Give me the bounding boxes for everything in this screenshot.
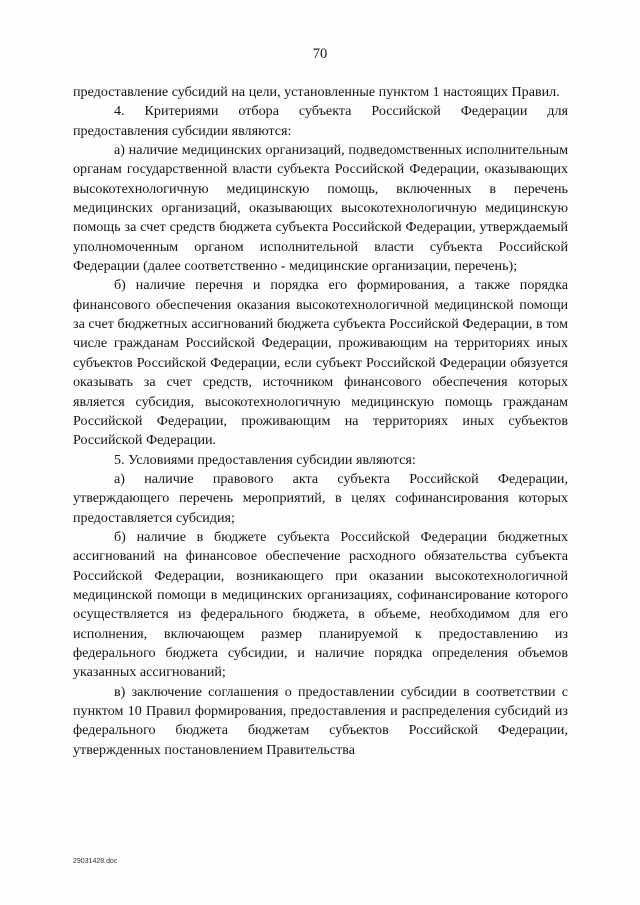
paragraph-item-4b: б) наличие перечня и порядка его формирования, а также порядка финансового обеспечения оказания высокотехнологичной медицинской помощи за счет бюджетных ассигнований бюджета субъекта Российской Федерации, в том числе гражданам Российской Федерации, проживающим на территориях иных субъектов Российской Федерации, если субъект Российской Федерации обязуется оказывать за счет средств, источником финансового обеспечения которых является субсидия, высокотехнологичную медицинскую помощь гражданам Российской Федерации, проживающим на территориях иных субъектов Российской Федерации. bbox=[73, 277, 568, 449]
page-number: 70 bbox=[312, 46, 328, 62]
footer-filename: 29031428.doc bbox=[73, 858, 118, 865]
paragraph-item-4: 4. Критериями отбора субъекта Российской Федерации для предоставления субсидии являются: bbox=[73, 103, 568, 139]
paragraph-item-4a: а) наличие медицинских организаций, подведомственных исполнительным органам государственной власти субъекта Российской Федерации, оказывающих высокотехнологичную медицинскую помощь, включенных в перечень медицинских организаций, оказывающих высокотехнологичную медицинскую помощь за счет средств бюджета субъекта Российской Федерации, утверждаемый уполномоченным органом исполнительной власти субъекта Российской Федерации (далее соответственно - медицинские организации, перечень); bbox=[73, 142, 568, 275]
paragraph-item-5a: а) наличие правового акта субъекта Российской Федерации, утверждающего перечень мероприятий, в целях софинансирования которых предоставляется субсидия; bbox=[73, 470, 568, 526]
paragraph-continuation: предоставление субсидий на цели, установленные пунктом 1 настоящих Правил. bbox=[73, 84, 560, 100]
paragraph-item-5v: в) заключение соглашения о предоставлении субсидии в соответствии с пунктом 10 Правил формирования, предоставления и распределения субсидий из федерального бюджета бюджетам субъектов Российской Федерации, утвержденных постановлением Правительства bbox=[73, 683, 568, 758]
paragraph-item-5b: б) наличие в бюджете субъекта Российской Федерации бюджетных ассигнований на финансовое обеспечение расходного обязательства субъекта Российской Федерации, возникающего при оказании высокотехнологичной медицинской помощи в медицинских организациях, софинансирование которого осуществляется из федерального бюджета, в объеме, необходимом для его исполнения, включающем размер планируемой к предоставлению из федерального бюджета субсидии, и наличие порядка определения объемов указанных ассигнований; bbox=[73, 528, 568, 681]
document-body bbox=[73, 83, 568, 760]
paragraph-item-5: 5. Условиями предоставления субсидии являются: bbox=[114, 451, 416, 468]
